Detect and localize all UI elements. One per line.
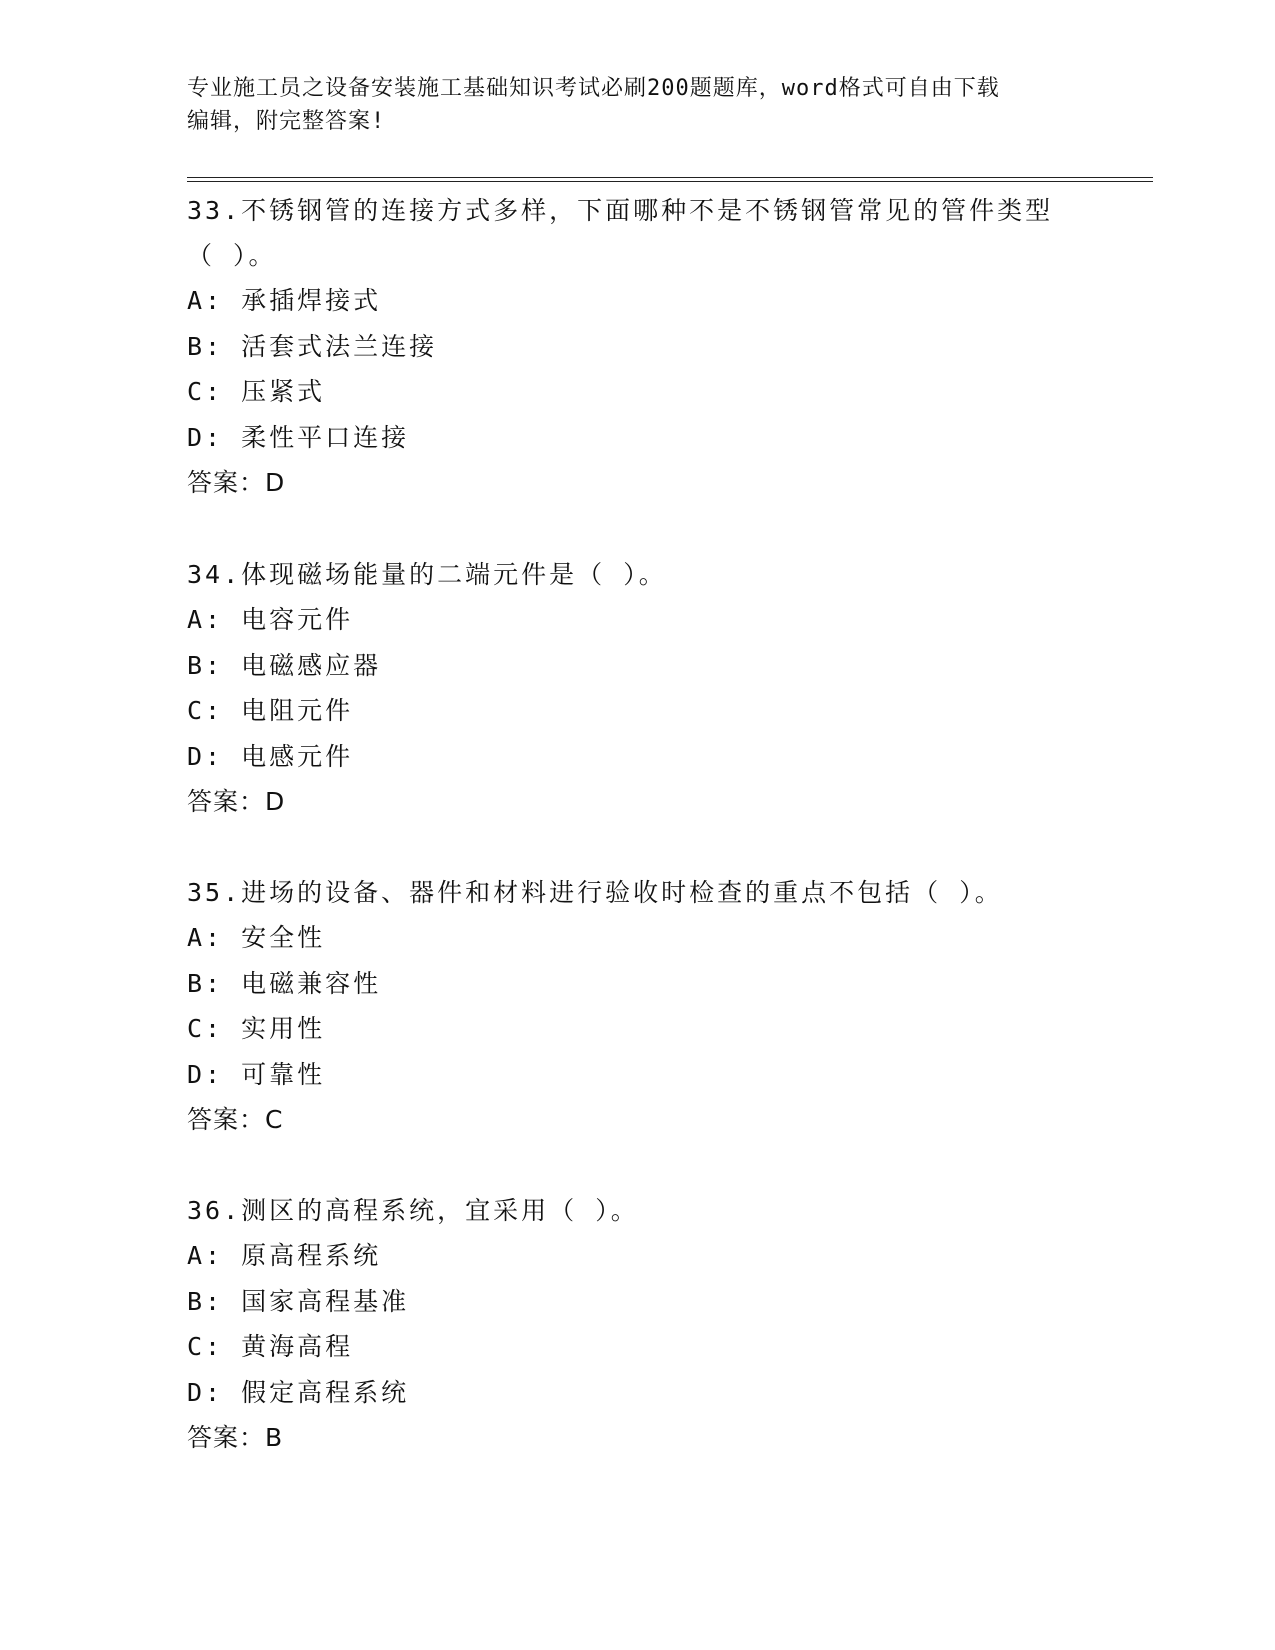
answer-line: 答案：D — [187, 787, 286, 816]
option-c: C: 压紧式 — [187, 377, 326, 406]
option-b: B: 活套式法兰连接 — [187, 331, 438, 361]
option-d: D: 柔性平口连接 — [187, 422, 410, 452]
option-c: C: 实用性 — [187, 1014, 326, 1043]
question-stem: 34.体现磁场能量的二端元件是（ ）。 — [187, 560, 667, 589]
option-d: D: 可靠性 — [187, 1059, 326, 1089]
question-stem: 36.测区的高程系统，宜采用（ ）。 — [187, 1196, 639, 1225]
question-stem: 33.不锈钢管的连接方式多样，下面哪种不是不锈钢管常见的管件类型 — [187, 196, 1054, 225]
option-c: C: 黄海高程 — [187, 1332, 354, 1361]
header-line-2: 编辑，附完整答案! — [187, 109, 386, 134]
answer-line: 答案：C — [187, 1105, 284, 1134]
option-d: D: 假定高程系统 — [187, 1377, 410, 1407]
header-divider-bottom — [187, 181, 1153, 182]
option-b: B: 国家高程基准 — [187, 1286, 410, 1316]
header-line-1: 专业施工员之设备安装施工基础知识考试必刷200题题库，word格式可自由下载 — [187, 76, 1000, 101]
question-33 — [187, 188, 1087, 506]
header-divider-top — [187, 177, 1153, 178]
option-a: A: 安全性 — [187, 923, 326, 952]
question-34 — [187, 552, 1087, 825]
question-stem-continued: （ ）。 — [187, 241, 277, 270]
document-header — [187, 72, 1087, 138]
option-a: A: 原高程系统 — [187, 1241, 382, 1270]
question-stem: 35.进场的设备、器件和材料进行验收时检查的重点不包括（ ）。 — [187, 878, 1003, 907]
option-a: A: 电容元件 — [187, 605, 354, 634]
question-35 — [187, 870, 1087, 1143]
option-d: D: 电感元件 — [187, 741, 354, 771]
option-b: B: 电磁兼容性 — [187, 968, 382, 998]
option-a: A: 承插焊接式 — [187, 286, 382, 315]
option-b: B: 电磁感应器 — [187, 650, 382, 680]
question-36 — [187, 1188, 1087, 1461]
answer-line: 答案：B — [187, 1423, 284, 1452]
option-c: C: 电阻元件 — [187, 696, 354, 725]
answer-line: 答案：D — [187, 468, 286, 497]
